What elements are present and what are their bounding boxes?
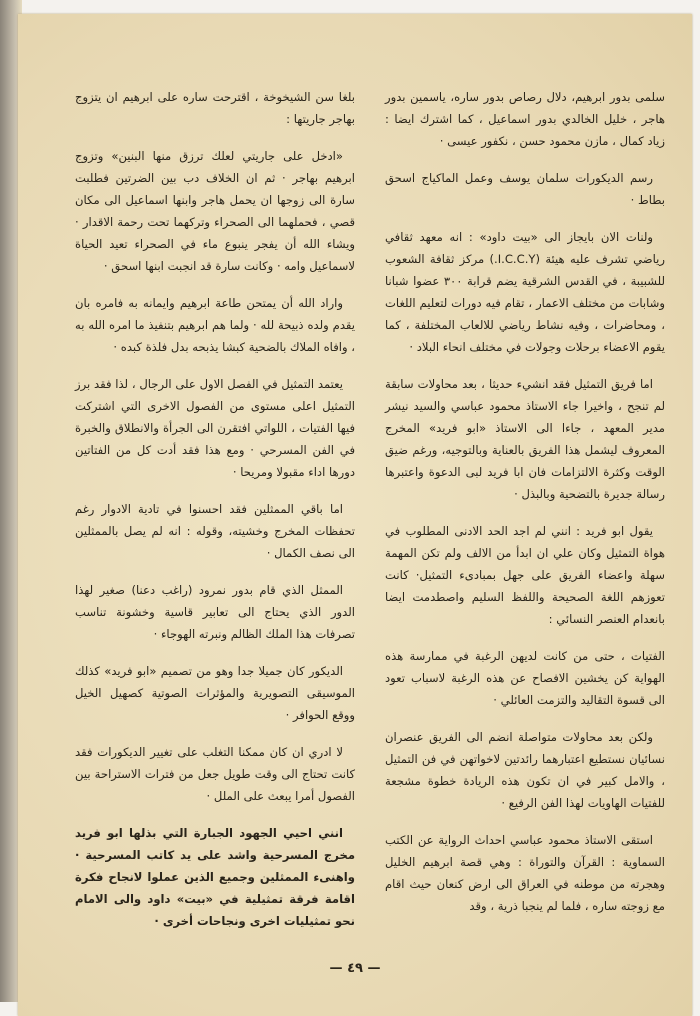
paragraph: اما باقي الممثلين فقد احسنوا في تادية الادوار رغم تحفظات المخرج وخشيته، وقوله : انه لم يصل بالممثلين الى نصف الكمال · [75, 502, 355, 560]
paragraph: استقى الاستاذ محمود عباسي احداث الرواية عن الكتب السماوية : القرآن والتوراة : وهي قصة ابرهيم الخليل وهجرته من موطنه في العراق الى ارض كنعان حيث اقام مع زوجته ساره ، فلما لم ينجبا ذرية ، وقد [385, 833, 665, 913]
paragraph: بلغا سن الشيخوخة ، اقترحت ساره على ابرهيم ان يتزوج بهاجر جاريتها : [75, 90, 355, 126]
paragraph: انني احيي الجهود الجبارة التي بذلها ابو فريد مخرج المسرحية واشد على يد كاتب المسرحية · واهنىء الممثلين وجميع الذين عملوا لانجاح فكرة اقامة فرقة تمثيلية في «بيت» داود والى الامام نحو تمثيليات اخرى ونجاحات أخرى · [75, 826, 355, 928]
paragraph: يقول ابو فريد : انني لم اجد الحد الادنى المطلوب في هواة التمثيل وكان علي ان ابدأ من الالف ولم تكن المهمة سهلة واعضاء الفريق على جهل بمبادىء التمثيل· كانت تعوزهم اللغة الصحيحة واللفظ السليم واصطدمت ايضا بانعدام العنصر النسائي : [385, 524, 665, 626]
left-column [75, 86, 355, 947]
paragraph: الممثل الذي قام بدور نمرود (راغب دعنا) صغير لهذا الدور الذي يحتاج الى تعابير قاسية وخشونة تناسب تصرفات هذا الملك الظالم ونبرته الهوجاء · [75, 583, 355, 641]
columns [18, 86, 692, 947]
paragraph: رسم الديكورات سلمان يوسف وعمل الماكياج اسحق بطاط · [385, 171, 665, 207]
paragraph: يعتمد التمثيل في الفصل الاول على الرجال ، لذا فقد برز التمثيل اعلى مستوى من الفصول الاخرى التي اشتركت فيها الفتيات ، اللواتي افتقرن الى الجرأة والانطلاق والخبرة في الفن المسرحي · ومع هذا فقد أدت كل من الفتاتين دورها اداء مقبولا ومريحا · [75, 377, 355, 479]
paragraph: ولكن بعد محاولات متواصلة انضم الى الفريق عنصران نسائيان نستطيع اعتبارهما رائدتين لاخواتهن في فن التمثيل ، والامل كبير في ان تكون هذه الريادة خطوة مشجعة للفتيات الهاويات لهذا الفن الرفيع · [385, 730, 665, 810]
paragraph: واراد الله أن يمتحن طاعة ابرهيم وايمانه به فامره بان يقدم ولده ذبيحة لله · ولما هم ابرهيم بتنفيذ ما امره الله به ، وافاه الملاك بالضحية كبشا يذبحه بدل فلذة كبده · [75, 296, 355, 354]
page-number: — ٤٩ — [329, 961, 381, 976]
paragraph: لا ادري ان كان ممكنا التغلب على تغيير الديكورات فقد كانت تحتاج الى وقت طويل جعل من فترات الاستراحة بين الفصول أمرا يبعث على الملل · [75, 745, 355, 803]
paragraph: سلمى بدور ابرهيم، دلال رصاص بدور ساره، ياسمين بدور هاجر ، خليل الخالدي بدور اسماعيل ، كما اشترك ايضا : زياد كمال ، مازن محمود حسن ، نكفور عيسى · [385, 90, 665, 148]
paragraph: ولنات الان بايجاز الى «بيت داود» : انه معهد ثقافي رياضي تشرف عليه هيئة (I.C.C.Y.) مركز ثقافة الشعوب للشبيبة ، في القدس الشرقية يضم قرابة ٣٠٠ عضوا شبانا وشابات من مختلف الاعمار ، تقام فيه دورات لتعليم اللغات ، ومحاضرات ، وفيه نشاط رياضي للالعاب المختلفة ، كما يقوم الاعضاء برحلات وجولات في مختلف انحاء البلاد · [385, 230, 665, 354]
magazine-page [18, 14, 692, 1016]
paragraph: «ادخل على جاريتي لعلك ترزق منها البنين» وتزوج ابرهيم بهاجر · ثم ان الخلاف دب بين الضرتين فطلبت سارة الى زوجها ان يحمل هاجر وابنها اسماعيل الى مكان قصي ، فحملهما الى الصحراء وتركهما تحت رحمة الاقدار · ويشاء الله أن يفجر ينبوع ماء في الصحراء تعيد الحياة لاسماعيل وامه · وكانت سارة قد انجبت ابنها اسحق · [75, 149, 355, 273]
paragraph: الفتيات ، حتى من كانت لديهن الرغبة في ممارسة هذه الهواية كن يخشين الافصاح عن هذه الرغبة لاسباب تعود الى قسوة التقاليد والتزمت العائلي · [385, 649, 665, 707]
paragraph: الديكور كان جميلا جدا وهو من تصميم «ابو فريد» كذلك الموسيقى التصويرية والمؤثرات الصوتية كصهيل الخيل ووقع الحوافر · [75, 664, 355, 722]
paragraph: اما فريق التمثيل فقد انشيء حديثا ، بعد محاولات سابقة لم تنجح ، واخيرا جاء الاستاذ محمود عباسي والسيد نيشر مدير المعهد ، جاءا الى الاستاذ «ابو فريد» المخرج المعروف ليشمل هذا الفريق بالعناية وبالتوجيه، ورغم ضيق الوقت وكثرة الالتزامات فان ابا فريد لبى الدعوة واعتبرها رسالة جديرة بالتضحية وبالبذل · [385, 377, 665, 501]
right-column [385, 86, 665, 947]
